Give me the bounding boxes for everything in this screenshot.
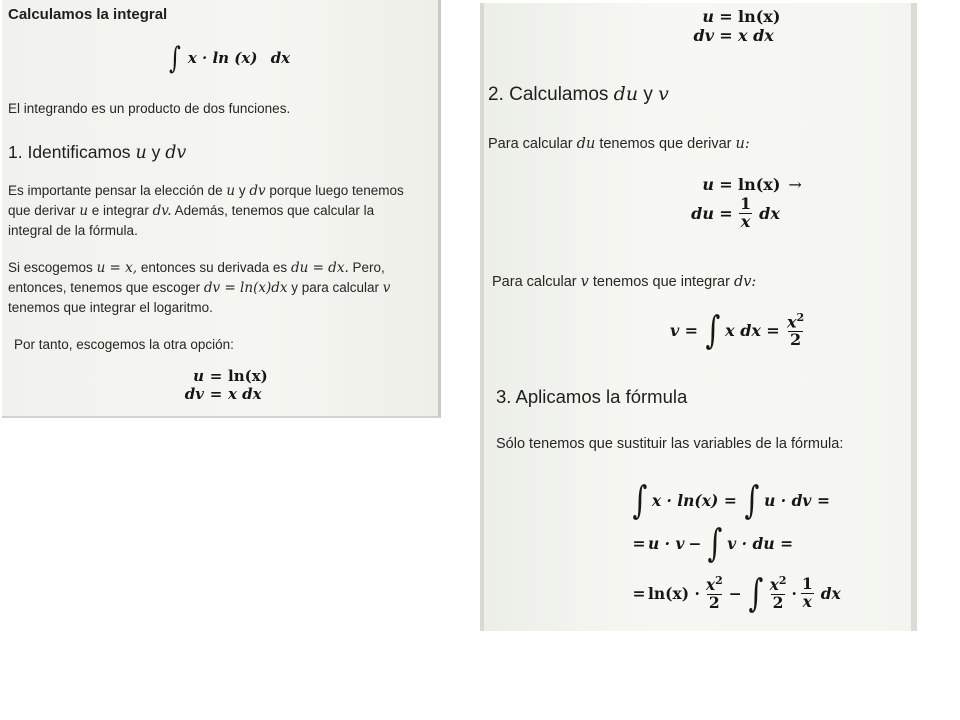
du-text-u: u: bbox=[735, 136, 750, 152]
right-top-choice bbox=[670, 7, 780, 45]
step1-p2-line1 bbox=[8, 258, 390, 278]
p2-l2-text-b: y para calcular bbox=[291, 280, 380, 295]
line2-a: u · v bbox=[648, 533, 685, 553]
du-frac-den: x bbox=[740, 211, 751, 231]
p1-l2-text-c: Además, tenemos que calcular la bbox=[174, 203, 375, 218]
p1-l1-u: u bbox=[226, 183, 236, 199]
v-text-b: tenemos que integrar bbox=[592, 274, 730, 290]
v-frac-base: x bbox=[786, 311, 797, 331]
line1-left: x · ln(x) bbox=[651, 490, 719, 510]
line3-tail: dx bbox=[820, 583, 841, 603]
line3-frac1-num bbox=[704, 575, 725, 593]
integral-sign: ∫ bbox=[707, 521, 723, 565]
du-equations bbox=[670, 175, 802, 231]
page-title: Calculamos la integral bbox=[8, 6, 168, 23]
intro-text: El integrando es un producto de dos funciones. bbox=[8, 101, 291, 116]
p2-l1-text-c: Pero, bbox=[352, 260, 385, 275]
main-integral bbox=[167, 41, 291, 76]
left-dv-lhs: dv bbox=[184, 385, 204, 403]
du-eq-u-rhs: ln(x) bbox=[738, 175, 781, 194]
step1-p1-line2 bbox=[8, 201, 438, 221]
right-u-lhs: u bbox=[702, 7, 714, 26]
p1-l1-text-b: porque luego tenemos bbox=[269, 183, 404, 198]
right-top-u-row bbox=[670, 7, 780, 26]
formula-line-3 bbox=[630, 565, 841, 621]
equals-sign: = bbox=[632, 583, 646, 603]
formula-line-2 bbox=[630, 521, 841, 565]
frac1-base: x bbox=[705, 575, 716, 595]
v-text-a: Para calcular bbox=[492, 274, 577, 290]
step1-heading-text: 1. Identificamos bbox=[8, 142, 131, 162]
right-dv-rhs: x dx bbox=[738, 26, 774, 45]
step1-heading-u: u bbox=[135, 143, 147, 163]
p2-l2-text-a: entonces, tenemos que escoger bbox=[8, 280, 201, 295]
integral-sign: ∫ bbox=[748, 571, 764, 615]
frac1-exp: 2 bbox=[715, 574, 723, 588]
step3-text: Sólo tenemos que sustituir las variables de la fórmula: bbox=[496, 436, 844, 452]
integral-sign: ∫ bbox=[632, 478, 648, 522]
p2-l2-eq-dv: dv = ln(x)dx bbox=[203, 280, 288, 296]
p2-l1-text-a: Si escogemos bbox=[8, 260, 93, 275]
minus-sign: − bbox=[728, 583, 742, 603]
p2-l1-text-b: entonces su derivada es bbox=[140, 260, 288, 275]
left-choice-equations bbox=[162, 367, 268, 403]
p2-l1-eq-du: du = dx. bbox=[290, 260, 349, 276]
v-eq-row bbox=[670, 308, 806, 352]
integral-sign: ∫ bbox=[744, 478, 760, 522]
step1-p1-line3: integral de la fórmula. bbox=[8, 223, 138, 238]
du-text-b: tenemos que derivar bbox=[599, 136, 732, 152]
equals-sign: = bbox=[684, 320, 698, 340]
step2-heading-du: du bbox=[613, 83, 639, 105]
du-text-var: du bbox=[576, 136, 596, 152]
left-u-rhs: ln(x) bbox=[228, 367, 268, 385]
frac2-base: x bbox=[769, 575, 779, 595]
step1-p2-line3: tenemos que integrar el logaritmo. bbox=[8, 300, 213, 315]
equals-sign: = bbox=[209, 367, 223, 385]
v-fraction bbox=[785, 312, 806, 349]
line1-right: u · dv bbox=[764, 490, 812, 510]
du-eq-tail: dx bbox=[759, 203, 780, 223]
v-frac-exp: 2 bbox=[796, 310, 805, 324]
step1-paragraph-3: Por tanto, escogemos la otra opción: bbox=[14, 337, 234, 352]
v-text-var: v bbox=[580, 274, 589, 290]
v-eq-integrand: x dx bbox=[725, 320, 761, 340]
line2-b: v · du bbox=[727, 533, 775, 553]
step2-heading bbox=[488, 83, 669, 106]
p1-l2-dv: dv. bbox=[152, 203, 172, 219]
main-differential: dx bbox=[270, 49, 291, 67]
step1-heading bbox=[8, 142, 186, 163]
line3-frac2-den: 2 bbox=[772, 592, 784, 612]
v-frac-num bbox=[785, 312, 806, 331]
left-choice-u-row bbox=[162, 367, 268, 385]
equals-sign: = bbox=[766, 320, 780, 340]
step2-du-text bbox=[488, 134, 750, 154]
du-eq-du-row bbox=[670, 196, 802, 231]
line3-frac1-den: 2 bbox=[708, 592, 720, 612]
right-arrow-icon: → bbox=[788, 175, 802, 194]
step1-heading-dv: dv bbox=[165, 143, 187, 163]
step3-heading: 3. Aplicamos la fórmula bbox=[496, 386, 688, 407]
formula-derivation bbox=[630, 479, 841, 621]
right-dv-lhs: dv bbox=[693, 26, 714, 45]
step2-v-text bbox=[492, 272, 756, 292]
equals-sign: = bbox=[632, 533, 646, 553]
dot-operator: · bbox=[791, 583, 797, 603]
formula-line-1 bbox=[630, 479, 841, 521]
p1-l2-text-a: que derivar bbox=[8, 203, 76, 218]
right-page-photo bbox=[480, 3, 917, 631]
step1-p1-line1 bbox=[8, 181, 438, 201]
p2-l1-eq-u: u = x, bbox=[96, 260, 138, 276]
equals-sign: = bbox=[719, 203, 733, 223]
line3-frac3-den: x bbox=[802, 591, 812, 611]
line3-frac3-num: 1 bbox=[801, 574, 813, 594]
du-eq-u-lhs: u bbox=[702, 175, 714, 194]
right-top-dv-row bbox=[670, 26, 780, 45]
left-page-photo bbox=[2, 0, 441, 418]
step1-paragraph-1 bbox=[8, 181, 438, 241]
du-fraction bbox=[738, 196, 753, 231]
v-equation bbox=[670, 308, 806, 352]
step1-p2-line2 bbox=[8, 278, 390, 298]
du-eq-du-lhs: du bbox=[691, 203, 714, 223]
v-frac-den: 2 bbox=[789, 329, 802, 349]
equals-sign: = bbox=[816, 490, 830, 510]
line3-fraction-1 bbox=[704, 575, 725, 611]
p1-l2-u: u bbox=[79, 203, 89, 219]
du-text-a: Para calcular bbox=[488, 136, 573, 152]
p2-l2-v: v bbox=[382, 280, 391, 296]
left-u-lhs: u bbox=[193, 367, 204, 385]
main-integrand: x · ln (x) bbox=[187, 49, 258, 67]
frac2-exp: 2 bbox=[778, 574, 787, 588]
line3-fraction-3 bbox=[800, 576, 815, 610]
equals-sign: = bbox=[719, 7, 733, 26]
step1-heading-and: y bbox=[151, 142, 161, 162]
right-u-rhs: ln(x) bbox=[738, 7, 781, 26]
equals-sign: = bbox=[780, 533, 794, 553]
du-eq-u-row bbox=[670, 175, 802, 194]
line3-frac2-num bbox=[768, 575, 789, 593]
left-choice-dv-row bbox=[162, 385, 268, 403]
equals-sign: = bbox=[209, 385, 223, 403]
step2-heading-text: 2. Calculamos bbox=[488, 84, 609, 105]
integral-sign: ∫ bbox=[168, 41, 181, 76]
p1-l2-text-b: e integrar bbox=[91, 203, 149, 218]
p1-l1-dv: dv bbox=[249, 183, 266, 199]
du-frac-num: 1 bbox=[740, 194, 752, 213]
p1-l1-y: y bbox=[238, 183, 246, 198]
integral-sign: ∫ bbox=[705, 308, 721, 352]
step2-heading-v: v bbox=[658, 83, 669, 105]
minus-sign: − bbox=[688, 533, 702, 553]
equals-sign: = bbox=[719, 175, 733, 194]
equals-sign: = bbox=[723, 490, 737, 510]
step1-paragraph-2 bbox=[8, 258, 390, 318]
line3-a: ln(x) · bbox=[648, 583, 700, 603]
line3-fraction-2 bbox=[768, 575, 789, 611]
step2-heading-and: y bbox=[643, 84, 653, 105]
v-text-dv: dv: bbox=[733, 274, 757, 290]
p1-l1-text-a: Es importante pensar la elección de bbox=[8, 183, 223, 198]
left-dv-rhs: x dx bbox=[228, 385, 262, 403]
v-eq-lhs: v bbox=[670, 320, 680, 340]
equals-sign: = bbox=[719, 26, 733, 45]
